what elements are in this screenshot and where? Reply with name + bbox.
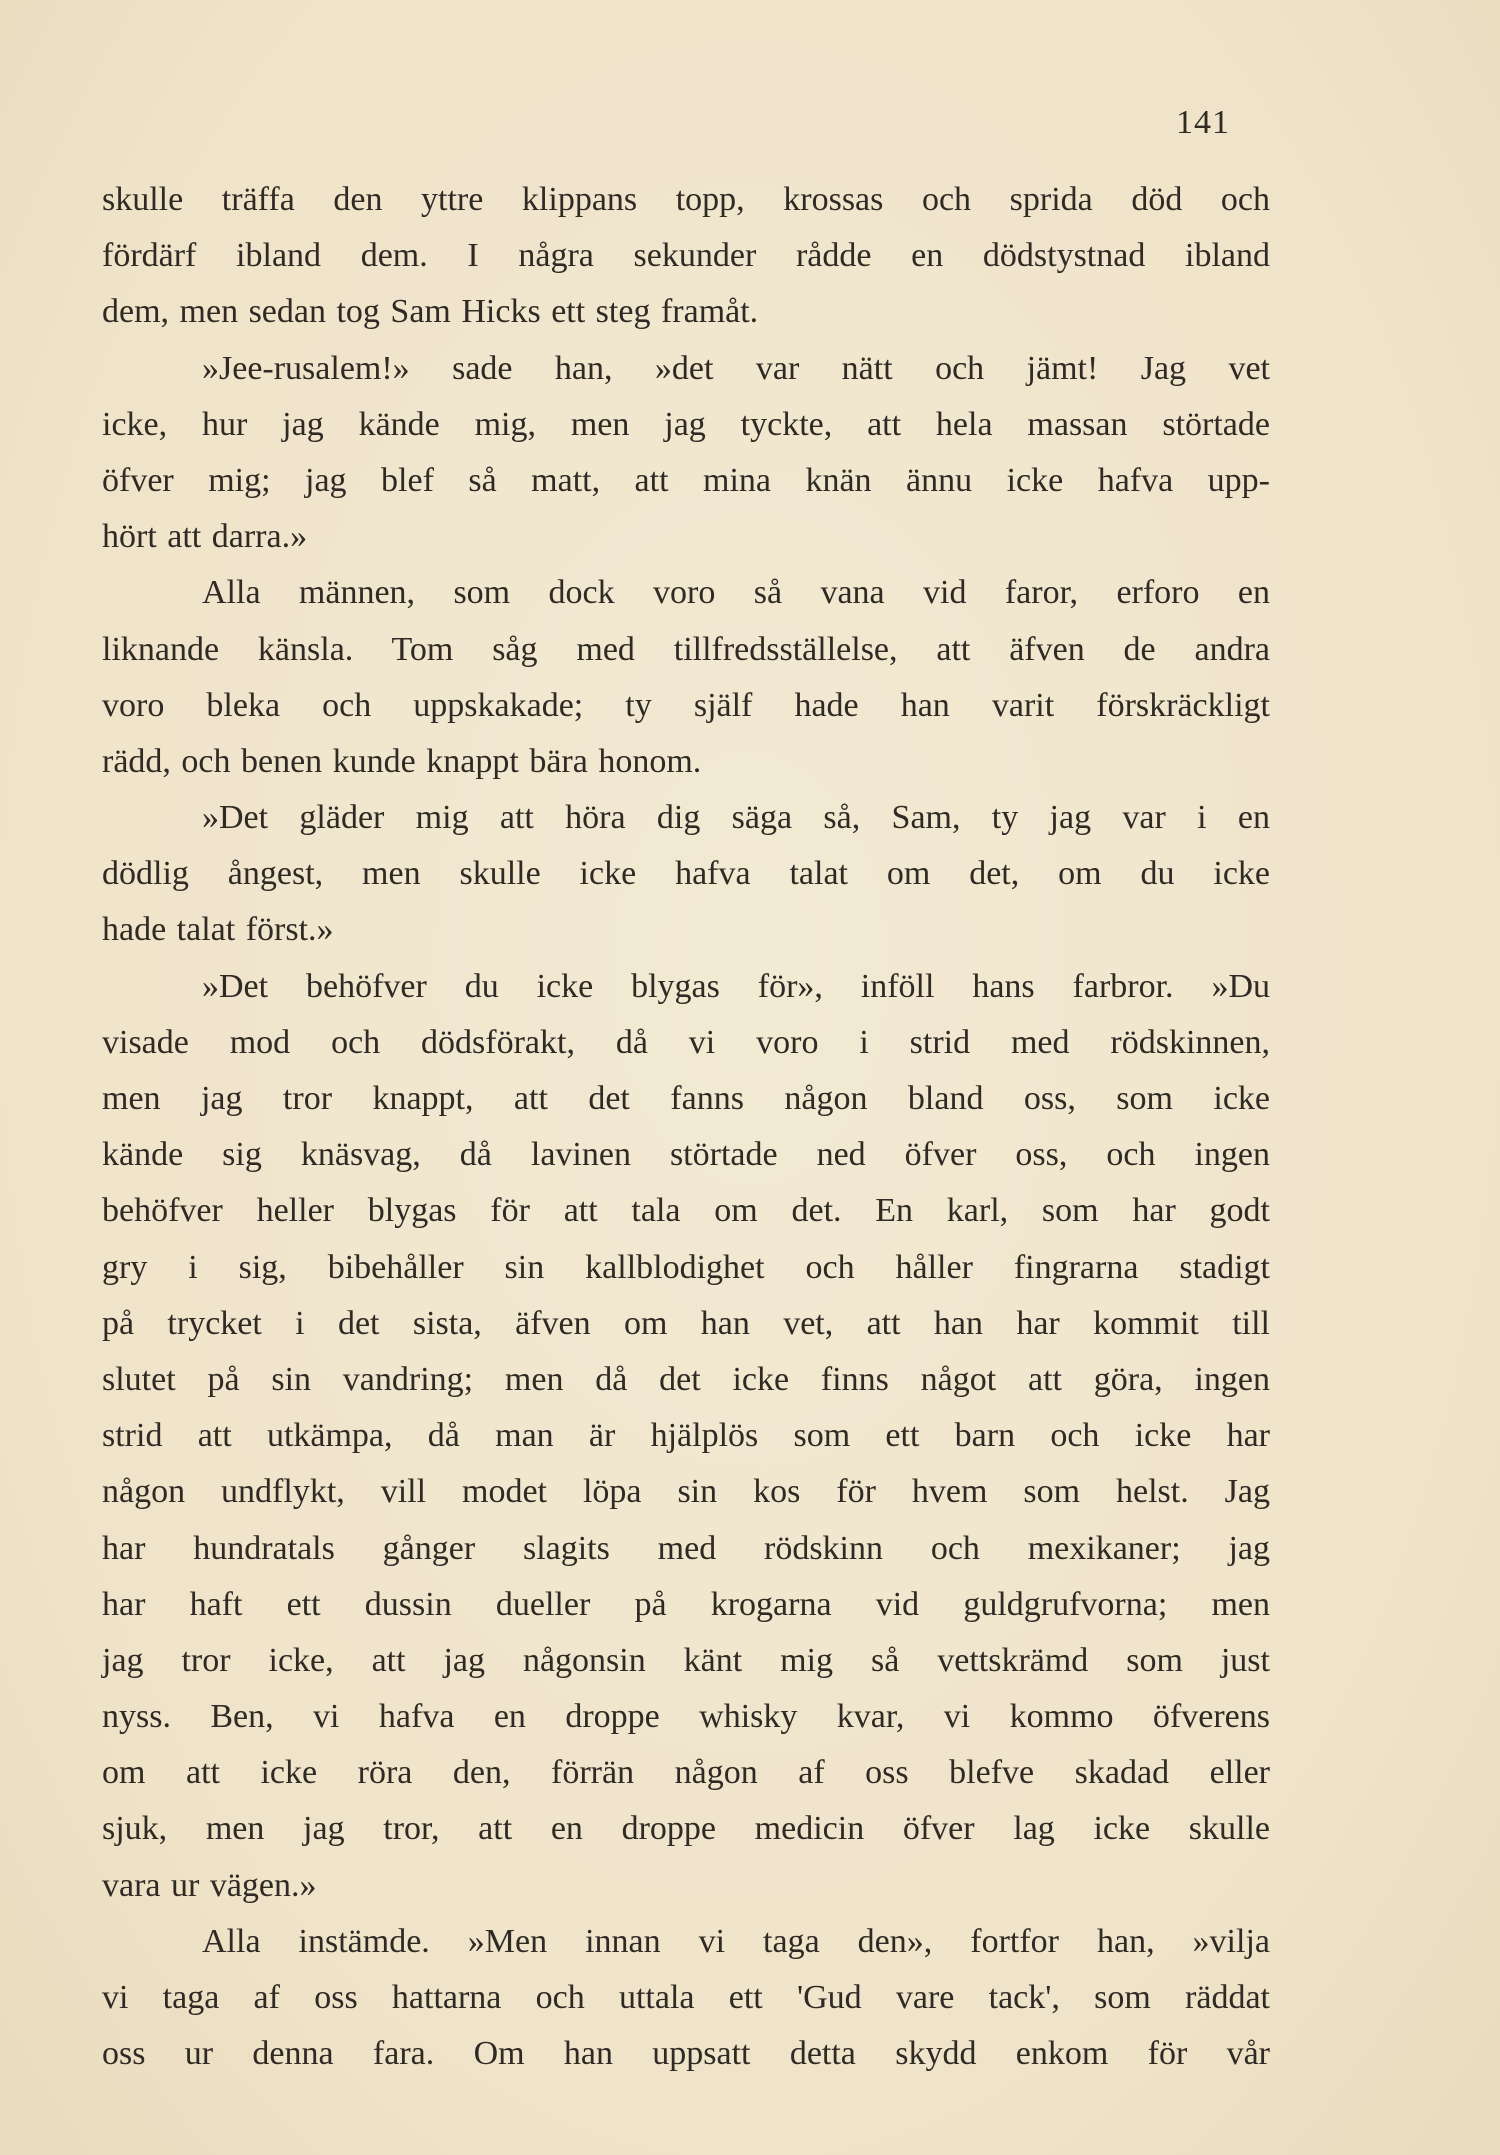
text-line: liknande känsla. Tom såg med tillfredsställelse, att äfven de andra [102,630,1270,668]
text-line: hört att darra.» [102,518,308,556]
text-line: skulle träffa den yttre klippans topp, krossas och sprida död och [102,181,1270,218]
text-line: öfver mig; jag blef så matt, att mina knän ännu icke hafva upp- [102,461,1270,499]
text-line: nyss. Ben, vi hafva en droppe whisky kvar, vi kommo öfverens [102,1698,1270,1736]
page-number: 141 [1176,104,1230,141]
text-line: har hundratals gånger slagits med rödskinn och mexikaner; jag [102,1529,1270,1567]
text-line: hade talat först.» [102,911,334,949]
text-line: Alla männen, som dock voro så vana vid faror, erforo en [202,574,1270,612]
text-line: behöfver heller blygas för att tala om det. En karl, som har godt [102,1192,1270,1230]
text-line: »Det gläder mig att höra dig säga så, Sam, ty jag var i en [202,799,1270,837]
text-line: icke, hur jag kände mig, men jag tyckte, att hela massan störtade [102,405,1270,443]
text-line: slutet på sin vandring; men då det icke finns något att göra, ingen [102,1360,1270,1398]
text-line: om att icke röra den, förrän någon af oss blefve skadad eller [102,1754,1270,1792]
text-line: rädd, och benen kunde knappt bära honom. [102,742,702,780]
text-line: »Jee-rusalem!» sade han, »det var nätt och jämt! Jag vet [202,349,1270,387]
text-line: fördärf ibland dem. I några sekunder rådde en dödstystnad ibland [102,237,1270,275]
text-line: »Det behöfver du icke blygas för», inföll hans farbror. »Du [202,967,1270,1005]
text-line: visade mod och dödsförakt, då vi voro i strid med rödskinnen, [102,1023,1270,1061]
text-line: dem, men sedan tog Sam Hicks ett steg framåt. [102,293,759,331]
text-line: voro bleka och uppskakade; ty själf hade han varit förskräckligt [102,686,1270,724]
text-line: vara ur vägen.» [102,1866,317,1904]
text-line: oss ur denna fara. Om han uppsatt detta skydd enkom för vår [102,2035,1270,2073]
text-line: kände sig knäsvag, då lavinen störtade ned öfver oss, och ingen [102,1136,1270,1174]
text-line: jag tror icke, att jag någonsin känt mig så vettskrämd som just [102,1641,1270,1679]
text-line: på trycket i det sista, äfven om han vet, att han har kommit till [102,1304,1270,1342]
body-text [102,172,1270,2082]
text-line: gry i sig, bibehåller sin kallblodighet och håller fingrarna stadigt [102,1248,1270,1286]
text-line: har haft ett dussin dueller på krogarna vid guldgrufvorna; men [102,1585,1270,1623]
text-line: Alla instämde. »Men innan vi taga den», fortfor han, »vilja [202,1922,1270,1960]
text-line: någon undflykt, vill modet löpa sin kos för hvem som helst. Jag [102,1473,1270,1511]
text-line: sjuk, men jag tror, att en droppe medicin öfver lag icke skulle [102,1810,1270,1848]
text-line: dödlig ångest, men skulle icke hafva talat om det, om du icke [102,855,1270,893]
text-line: strid att utkämpa, då man är hjälplös som ett barn och icke har [102,1417,1270,1455]
text-line: men jag tror knappt, att det fanns någon bland oss, som icke [102,1080,1270,1117]
text-line: vi taga af oss hattarna och uttala ett 'Gud vare tack', som räddat [102,1979,1270,2016]
